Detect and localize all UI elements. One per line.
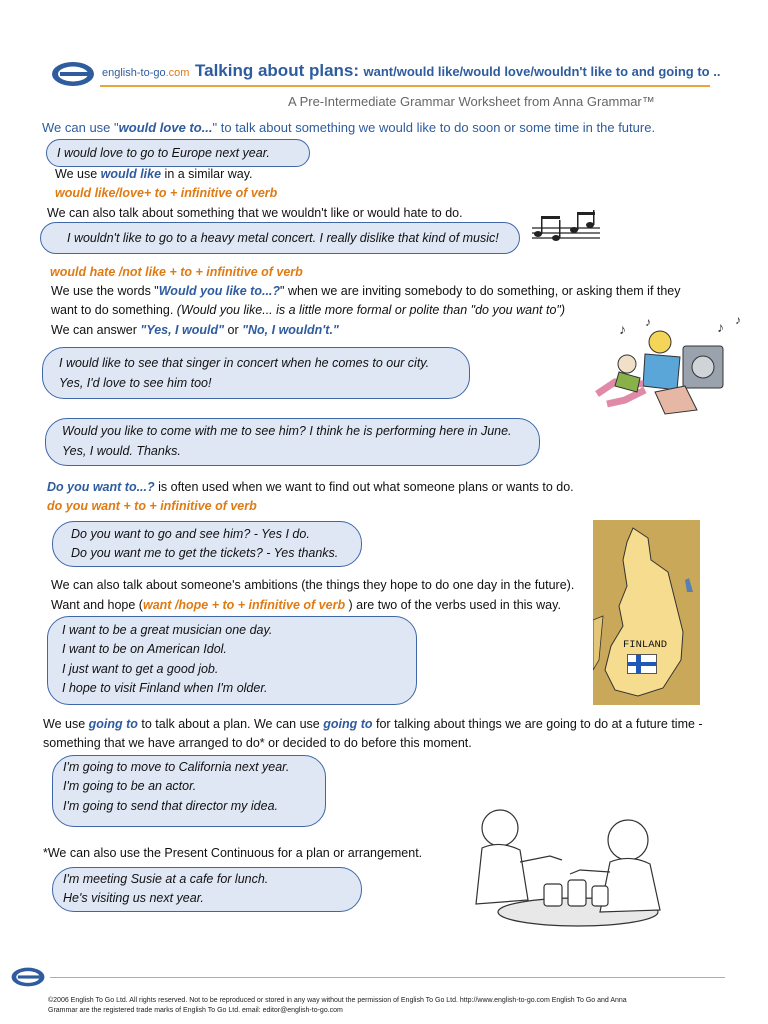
girl-listening-music-illustration bbox=[585, 312, 745, 422]
map-label: FINLAND bbox=[623, 639, 668, 651]
invite-line-1 bbox=[51, 283, 681, 299]
doyou-line bbox=[47, 479, 574, 495]
doyou-key: Do you want to...? bbox=[47, 480, 155, 494]
answer-pre: We can answer bbox=[51, 323, 141, 337]
ambitions-pre: Want and hope ( bbox=[51, 598, 143, 612]
ambitions-post: ) are two of the verbs used in this way. bbox=[345, 598, 561, 612]
finland-flag-icon bbox=[627, 654, 657, 674]
title-sub: want/would like/would love/wouldn't like to and going to .. bbox=[363, 64, 721, 79]
example-bubble-1 bbox=[46, 139, 310, 167]
svg-text:♪: ♪ bbox=[717, 319, 724, 335]
wouldnt-intro: We can also talk about something that we wouldn't like or would hate to do. bbox=[47, 206, 463, 220]
example-line: He's visiting us next year. bbox=[63, 891, 204, 905]
answer-line bbox=[51, 322, 339, 338]
byline: A Pre-Intermediate Grammar Worksheet from Anna Grammar™ bbox=[288, 94, 655, 109]
example-line: Would you like to come with me to see him? I think he is performing here in June. bbox=[62, 424, 512, 438]
answer-or: or bbox=[224, 323, 243, 337]
example-line: Do you want to go and see him? - Yes I do. bbox=[71, 527, 310, 541]
example-line: I hope to visit Finland when I'm older. bbox=[62, 681, 268, 695]
goingto-pre: We use bbox=[43, 717, 89, 731]
similar-key: would like bbox=[100, 167, 162, 181]
goingto-key-2: going to bbox=[323, 717, 373, 731]
intro-line bbox=[42, 120, 655, 136]
example-bubble-6 bbox=[47, 616, 417, 705]
goingto-post: for talking about things we are going to do at a future time - bbox=[372, 717, 703, 731]
example-line: I want to be a great musician one day. bbox=[62, 623, 273, 637]
logo-text-a: english-to-go bbox=[102, 67, 166, 79]
example-bubble-3 bbox=[42, 347, 470, 399]
formula-1: would like/love+ to + infinitive of verb bbox=[55, 186, 278, 200]
example-line: I'm going to move to California next year. bbox=[63, 760, 290, 774]
example-bubble-4 bbox=[45, 418, 540, 466]
example-bubble-8 bbox=[52, 867, 362, 912]
svg-text:♪: ♪ bbox=[735, 313, 741, 327]
invite-line2-pre: want to do something. bbox=[51, 303, 177, 317]
invite-key: Would you like to...? bbox=[158, 284, 281, 298]
footer-rule bbox=[50, 977, 725, 978]
invite-line-2 bbox=[51, 302, 565, 318]
example-bubble-7 bbox=[52, 755, 326, 827]
logo-text bbox=[102, 67, 189, 79]
music-notes-icon bbox=[530, 208, 604, 249]
similar-post: in a similar way. bbox=[161, 167, 253, 181]
similar-line bbox=[55, 166, 253, 182]
footer-line-1: ©2006 English To Go Ltd. All rights reserved. Not to be reproduced or stored in any way without the permission of English To Go Ltd. http://www.english-to-go.com English To Go and Anna bbox=[48, 997, 627, 1004]
header-rule bbox=[100, 85, 710, 87]
invite-line2-italic: (Would you like... is a little more formal or polite than "do you want to") bbox=[176, 303, 565, 317]
logo bbox=[50, 60, 96, 88]
logo-text-b: .com bbox=[165, 67, 190, 79]
page-title bbox=[195, 61, 720, 81]
intro-post: " to talk about something we would like to do soon or some time in the future. bbox=[212, 120, 656, 135]
example-bubble-2 bbox=[40, 222, 520, 254]
ambitions-key: want /hope + to + infinitive of verb bbox=[142, 598, 346, 612]
example-bubble-5 bbox=[52, 521, 362, 567]
formula-3: do you want + to + infinitive of verb bbox=[47, 499, 257, 513]
title-main: Talking about plans: bbox=[195, 61, 360, 80]
svg-text:♪: ♪ bbox=[645, 315, 651, 329]
answer-no: "No, I wouldn't." bbox=[242, 323, 339, 337]
intro-pre: We can use " bbox=[42, 120, 119, 135]
example-line: Yes, I would. Thanks. bbox=[62, 444, 181, 458]
example-line: Yes, I'd love to see him too! bbox=[59, 376, 212, 390]
ambitions-line-1: We can also talk about someone's ambitions (the things they hope to do one day in the future). bbox=[51, 578, 575, 592]
example-line: I would love to go to Europe next year. bbox=[57, 146, 270, 160]
example-line: I would like to see that singer in concert when he comes to our city. bbox=[59, 356, 430, 370]
present-continuous-note: *We can also use the Present Continuous for a plan or arrangement. bbox=[43, 846, 423, 860]
intro-key: would love to... bbox=[118, 120, 213, 135]
example-line: I'm going to be an actor. bbox=[63, 779, 197, 793]
two-people-cafe-illustration bbox=[470, 800, 670, 937]
similar-pre: We use bbox=[55, 167, 101, 181]
doyou-post: is often used when we want to find out what someone plans or wants to do. bbox=[154, 480, 574, 494]
footer-line-2: Grammar are the registered trade marks of English To Go Ltd. email: editor@english-to-go.com bbox=[48, 1007, 343, 1014]
invite-post: " when we are inviting somebody to do something, or asking them if they bbox=[280, 284, 681, 298]
example-line: I'm going to send that director my idea. bbox=[63, 799, 278, 813]
example-line: Do you want me to get the tickets? - Yes thanks. bbox=[71, 546, 339, 560]
answer-yes: "Yes, I would" bbox=[140, 323, 225, 337]
goingto-line-2: something that we have arranged to do* or decided to do before this moment. bbox=[43, 736, 472, 750]
invite-pre: We use the words " bbox=[51, 284, 159, 298]
example-line: I want to be on American Idol. bbox=[62, 642, 227, 656]
example-line: I just want to get a good job. bbox=[62, 662, 219, 676]
example-line: I wouldn't like to go to a heavy metal concert. I really dislike that kind of music! bbox=[67, 231, 499, 245]
example-line: I'm meeting Susie at a cafe for lunch. bbox=[63, 872, 269, 886]
footer-logo bbox=[10, 965, 46, 994]
goingto-mid: to talk about a plan. We can use bbox=[137, 717, 324, 731]
ambitions-line-2 bbox=[51, 597, 561, 613]
logo-e-icon bbox=[50, 60, 96, 88]
finland-map bbox=[593, 520, 700, 705]
svg-text:♪: ♪ bbox=[619, 321, 626, 337]
goingto-key-1: going to bbox=[88, 717, 138, 731]
formula-2: would hate /not like + to + infinitive of verb bbox=[50, 265, 303, 279]
goingto-line-1 bbox=[43, 716, 703, 732]
footer-logo-e-icon bbox=[10, 965, 46, 989]
